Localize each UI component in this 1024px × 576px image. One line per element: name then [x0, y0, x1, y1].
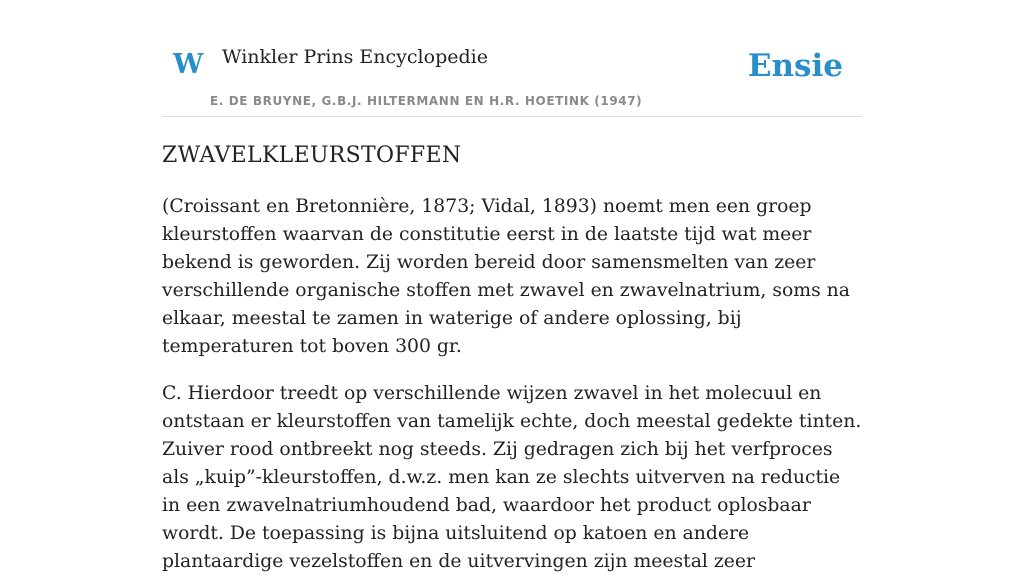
article-paragraph: (Croissant en Bretonnière, 1873; Vidal, 1893) noemt men een groep kleurstoffen waarvan de constitutie eerst in de laatste tijd wat meer bekend is geworden. Zij worden bereid door samensmelten van zeer verschillende organische stoffen met zwavel en zwavelnatrium, soms na elkaar, meestal te zamen in waterige of andere oplossing, bij temperaturen tot boven 300 gr. [162, 196, 850, 358]
page [162, 0, 862, 576]
site-header [162, 0, 862, 117]
logo-w[interactable]: W [173, 49, 204, 80]
article-body [162, 193, 862, 576]
site-title[interactable]: Winkler Prins Encyclopedie [222, 46, 488, 68]
authors-line: E. DE BRUYNE, G.B.J. HILTERMANN EN H.R. HOETINK (1947) [210, 94, 643, 108]
article-paragraph: C. Hierdoor treedt op verschillende wijzen zwavel in het molecuul en ontstaan er kleurstoffen van tamelijk echte, doch meestal gedekte tinten. Zuiver rood ontbreekt nog steeds. Zij gedragen zich bij het verfproces als „kuip”-kleurstoffen, d.w.z. men kan ze slechts uitverven na reductie in een zwavelnatriumhoudend bad, waardoor het product oplosbaar wordt. De toepassing is bijna uitsluitend op katoen en andere plantaardige vezelstoffen en de uitvervingen zijn meestal zeer [162, 383, 862, 573]
brand-logo[interactable]: Ensie [747, 48, 843, 84]
article-headword: ZWAVELKLEURSTOFFEN [162, 143, 462, 168]
article [162, 143, 862, 576]
